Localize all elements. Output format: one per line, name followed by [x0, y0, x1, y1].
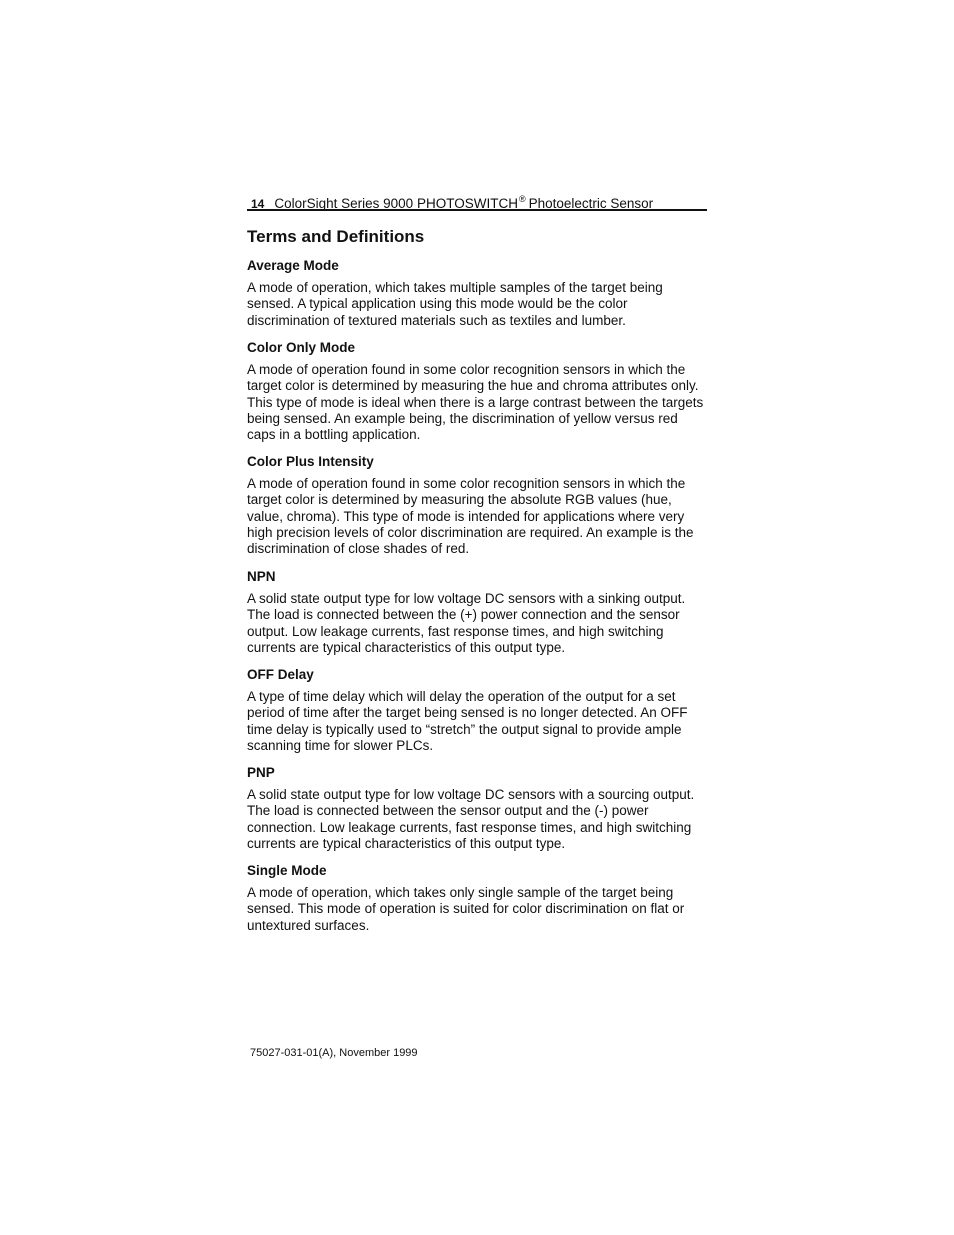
term-definition: A mode of operation found in some color recognition sensors in which the target color is determined by measuring the hue and chroma attributes only. This type of mode is ideal when there is a large contrast between the targets being sensed. An example being, the discrimination of yellow versus red caps in a bottling application.	[247, 362, 704, 443]
term-definition: A mode of operation, which takes only single sample of the target being sensed. This mode of operation is suited for color discrimination on flat or untextured surfaces.	[247, 885, 685, 933]
term-definition: A mode of operation found in some color recognition sensors in which the target color is determined by measuring the absolute RGB values (hue, value, chroma). This type of mode is intended for applications where very high precision levels of color discrimination are required. An example is the discrimination of close shades of red.	[247, 476, 694, 557]
term-entry	[247, 765, 709, 852]
term-name: Color Only Mode	[247, 340, 355, 355]
term-name: PNP	[247, 765, 275, 780]
running-header	[247, 190, 707, 211]
header-subtitle: Photoelectric Sensor	[528, 196, 654, 211]
term-definition: A mode of operation, which takes multiple samples of the target being sensed. A typical application using this mode would be the color discrimination of textured materials such as textiles and lumber.	[247, 280, 663, 328]
header-title: ColorSight Series 9000 PHOTOSWITCH	[274, 196, 518, 211]
term-entry	[247, 667, 709, 754]
term-definition: A solid state output type for low voltage DC sensors with a sourcing output. The load is connected between the sensor output and the (-) power connection. Low leakage currents, fast response times, and high switching currents are typical characteristics of this output type.	[247, 787, 695, 851]
term-entry	[247, 340, 709, 443]
term-entry	[247, 863, 709, 934]
term-name: NPN	[247, 569, 276, 584]
term-entry	[247, 258, 709, 329]
term-name: Average Mode	[247, 258, 339, 273]
term-entry	[247, 454, 709, 557]
term-definition: A solid state output type for low voltage DC sensors with a sinking output. The load is connected between the (+) power connection and the sensor output. Low leakage currents, fast response times, and high switching currents are typical characteristics of this output type.	[247, 591, 686, 655]
term-name: Single Mode	[247, 863, 327, 878]
section-title: Terms and Definitions	[247, 227, 425, 246]
document-footer: 75027-031-01(A), November 1999	[250, 1047, 418, 1059]
term-definition: A type of time delay which will delay the operation of the output for a set period of time after the target being sensed is no longer detected. An OFF time delay is typically used to “stretch” the output signal to provide ample scanning time for slower PLCs.	[247, 689, 688, 753]
term-name: Color Plus Intensity	[247, 454, 374, 469]
term-entry	[247, 569, 709, 656]
page-number: 14	[251, 197, 265, 211]
term-name: OFF Delay	[247, 667, 314, 682]
registered-mark: ®	[518, 194, 526, 204]
